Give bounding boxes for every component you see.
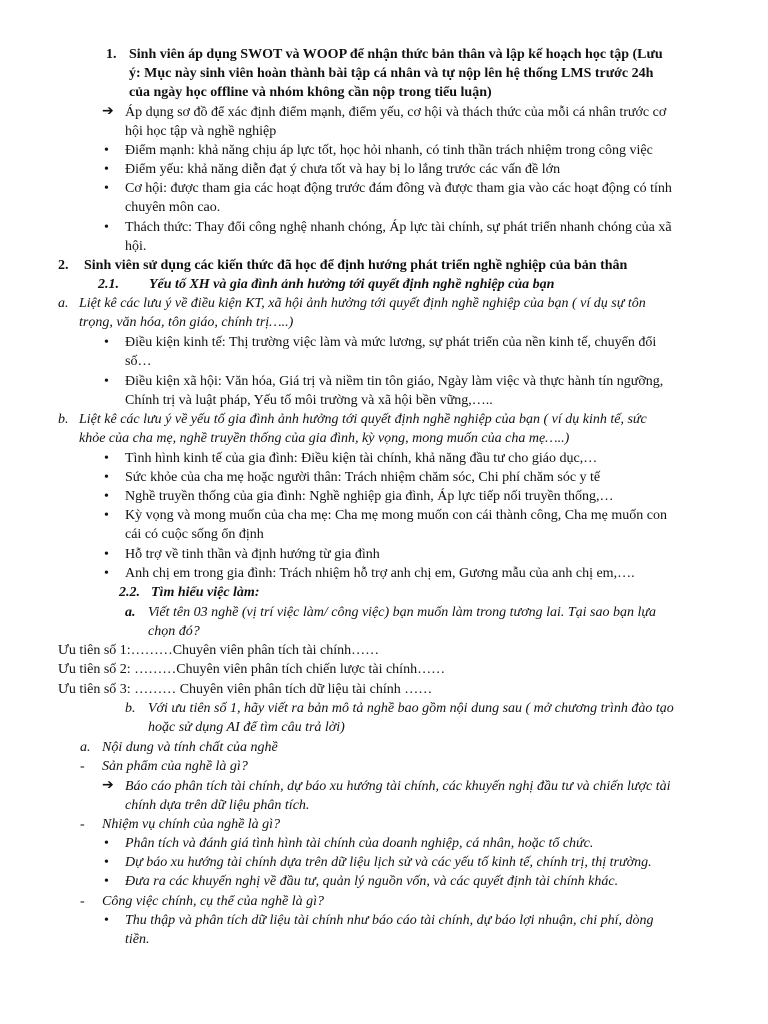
priority-2: Ưu tiên số 2: ………Chuyên viên phân tích chiến lược tài chính…… bbox=[58, 662, 446, 677]
item-letter: b. bbox=[58, 412, 69, 427]
question-text: Sản phẩm của nghề là gì? bbox=[102, 759, 248, 774]
priority-3: Ưu tiên số 3: ……… Chuyên viên phân tích dữ liệu tài chính …… bbox=[58, 682, 433, 697]
arrow-icon: ➔ bbox=[102, 777, 114, 793]
list-item: cái có cuộc sống ổn định bbox=[125, 527, 264, 542]
bullet-icon: • bbox=[104, 220, 109, 235]
list-item: Kỳ vọng và mong muốn của cha mẹ: Cha mẹ mong muốn con cái thành công, Cha mẹ muốn con bbox=[125, 508, 667, 523]
list-item: Điều kiện kinh tế: Thị trường việc làm và mức lương, sự phát triển của nền kinh tế, chuyển đổi bbox=[125, 335, 657, 350]
answer-text: Phân tích và đánh giá tình hình tài chính của doanh nghiệp, cá nhân, hoặc tổ chức. bbox=[125, 836, 594, 851]
list-number: 2. bbox=[58, 258, 69, 273]
bullet-icon: • bbox=[104, 874, 109, 889]
bullet-icon: • bbox=[104, 451, 109, 466]
item-letter: a. bbox=[125, 605, 136, 620]
answer-text: Dự báo xu hướng tài chính dựa trên dữ liệu lịch sử và các yếu tố kinh tế, chính trị, thị trường. bbox=[125, 855, 652, 870]
list-item: Cơ hội: được tham gia các hoạt động trước đám đông và được tham gia vào các hoạt động có tính bbox=[125, 181, 672, 196]
question-text: Với ưu tiên số 1, hãy viết ra bản mô tả nghề bao gồm nội dung sau ( mở chương trình đào tạo bbox=[148, 701, 674, 716]
priority-1: Ưu tiên số 1:………Chuyên viên phân tích tài chính…… bbox=[58, 643, 380, 658]
paragraph-text: Áp dụng sơ đồ để xác định điểm mạnh, điểm yếu, cơ hội và thách thức của mỗi cá nhân trước cơ bbox=[125, 105, 667, 120]
list-item: Điều kiện xã hội: Văn hóa, Giá trị và niềm tin tôn giáo, Ngày làm việc và thực hành tín ngưỡng, bbox=[125, 374, 664, 389]
subsection-number: 2.2. bbox=[119, 585, 140, 600]
bullet-icon: • bbox=[104, 547, 109, 562]
bullet-icon: • bbox=[104, 836, 109, 851]
list-number: 1. bbox=[106, 47, 117, 62]
answer-text: Đưa ra các khuyến nghị về đầu tư, quản lý nguồn vốn, và các quyết định tài chính khác. bbox=[125, 874, 619, 889]
bullet-icon: • bbox=[104, 162, 109, 177]
bullet-icon: • bbox=[104, 913, 109, 928]
question-text: Viết tên 03 nghề (vị trí việc làm/ công việc) bạn muốn làm trong tương lai. Tại sao bạn lựa bbox=[148, 605, 656, 620]
bullet-icon: • bbox=[104, 566, 109, 581]
bullet-icon: • bbox=[104, 470, 109, 485]
section-1-heading: ý: Mục này sinh viên hoàn thành bài tập cá nhân và tự nộp lên hệ thống LMS trước 24h bbox=[129, 66, 654, 81]
question-text: khỏe của cha mẹ, nghề truyền thống của gia đình, kỳ vọng, mong muốn của cha mẹ…..) bbox=[79, 431, 570, 446]
question-text: hoặc sử dụng AI để tìm câu trả lời) bbox=[148, 720, 345, 735]
list-item: Điểm mạnh: khả năng chịu áp lực tốt, học hỏi nhanh, có tinh thần trách nhiệm trong công việc bbox=[125, 143, 653, 158]
answer-text: tiền. bbox=[125, 932, 150, 947]
arrow-icon: ➔ bbox=[102, 103, 114, 119]
bullet-icon: • bbox=[104, 489, 109, 504]
subsection-2-2-heading: Tìm hiểu việc làm: bbox=[151, 585, 260, 600]
list-item: Chính trị và luật pháp, Yếu tố môi trường và xã hội bền vững,….. bbox=[125, 393, 493, 408]
answer-text: chính dựa trên dữ liệu phân tích. bbox=[125, 798, 310, 813]
dash-marker: - bbox=[80, 817, 85, 832]
list-item: Hỗ trợ về tinh thần và định hướng từ gia đình bbox=[125, 547, 380, 562]
list-item: chuyên môn cao. bbox=[125, 200, 221, 215]
list-item: Điểm yếu: khả năng diễn đạt ý chưa tốt và hay bị lo lắng trước các vấn đề lớn bbox=[125, 162, 561, 177]
question-text: trọng, văn hóa, tôn giáo, chính trị…..) bbox=[79, 315, 294, 330]
bullet-icon: • bbox=[104, 143, 109, 158]
dash-marker: - bbox=[80, 894, 85, 909]
dash-marker: - bbox=[80, 759, 85, 774]
list-item: Nghề truyền thống của gia đình: Nghề nghiệp gia đình, Áp lực tiếp nối truyền thống,… bbox=[125, 489, 614, 504]
list-item: Anh chị em trong gia đình: Trách nhiệm hỗ trợ anh chị em, Gương mẫu của anh chị em,…. bbox=[125, 566, 635, 581]
item-letter: b. bbox=[125, 701, 136, 716]
bullet-icon: • bbox=[104, 335, 109, 350]
answer-text: Thu thập và phân tích dữ liệu tài chính như báo cáo tài chính, dự báo lợi nhuận, chi phí, dòng bbox=[125, 913, 654, 928]
bullet-icon: • bbox=[104, 374, 109, 389]
list-item: Tình hình kinh tế của gia đình: Điều kiện tài chính, khả năng đầu tư cho giáo dục,… bbox=[125, 451, 598, 466]
bullet-icon: • bbox=[104, 181, 109, 196]
bullet-icon: • bbox=[104, 855, 109, 870]
subsection-number: 2.1. bbox=[98, 277, 119, 292]
list-item: hội. bbox=[125, 239, 147, 254]
list-item: số… bbox=[125, 354, 152, 369]
bullet-icon: • bbox=[104, 508, 109, 523]
section-1-heading: của ngày học offline và nhóm không cần nộp trong tiểu luận) bbox=[129, 85, 492, 100]
question-text: Liệt kê các lưu ý về điều kiện KT, xã hội ảnh hưởng tới quyết định nghề nghiệp của bạn ( ví dụ sự tôn bbox=[79, 296, 646, 311]
section-2-heading: Sinh viên sử dụng các kiến thức đã học để định hướng phát triển nghề nghiệp của bản thân bbox=[84, 258, 628, 273]
question-text: Nhiệm vụ chính của nghề là gì? bbox=[102, 817, 281, 832]
item-letter: a. bbox=[58, 296, 69, 311]
subsection-2-1-heading: Yếu tố XH và gia đình ảnh hưởng tới quyết định nghề nghiệp của bạn bbox=[149, 277, 555, 292]
list-item: Sức khỏe của cha mẹ hoặc người thân: Trách nhiệm chăm sóc, Chi phí chăm sóc y tế bbox=[125, 470, 601, 485]
answer-text: Báo cáo phân tích tài chính, dự báo xu hướng tài chính, các khuyến nghị đầu tư và chiến lược tài bbox=[125, 779, 671, 794]
question-text: Liệt kê các lưu ý về yếu tố gia đình ảnh hưởng tới quyết định nghề nghiệp của bạn ( ví dụ kinh tế, sức bbox=[79, 412, 647, 427]
item-letter: a. bbox=[80, 740, 91, 755]
paragraph-text: hội học tập và nghề nghiệp bbox=[125, 124, 277, 139]
question-text: chọn đó? bbox=[148, 624, 200, 639]
section-1-heading: Sinh viên áp dụng SWOT và WOOP để nhận thức bản thân và lập kế hoạch học tập (Lưu bbox=[129, 47, 663, 62]
question-text: Công việc chính, cụ thể của nghề là gì? bbox=[102, 894, 324, 909]
list-item: Thách thức: Thay đổi công nghệ nhanh chóng, Áp lực tài chính, sự phát triển nhanh chóng của xã bbox=[125, 220, 672, 235]
question-text: Nội dung và tính chất của nghề bbox=[102, 740, 278, 755]
